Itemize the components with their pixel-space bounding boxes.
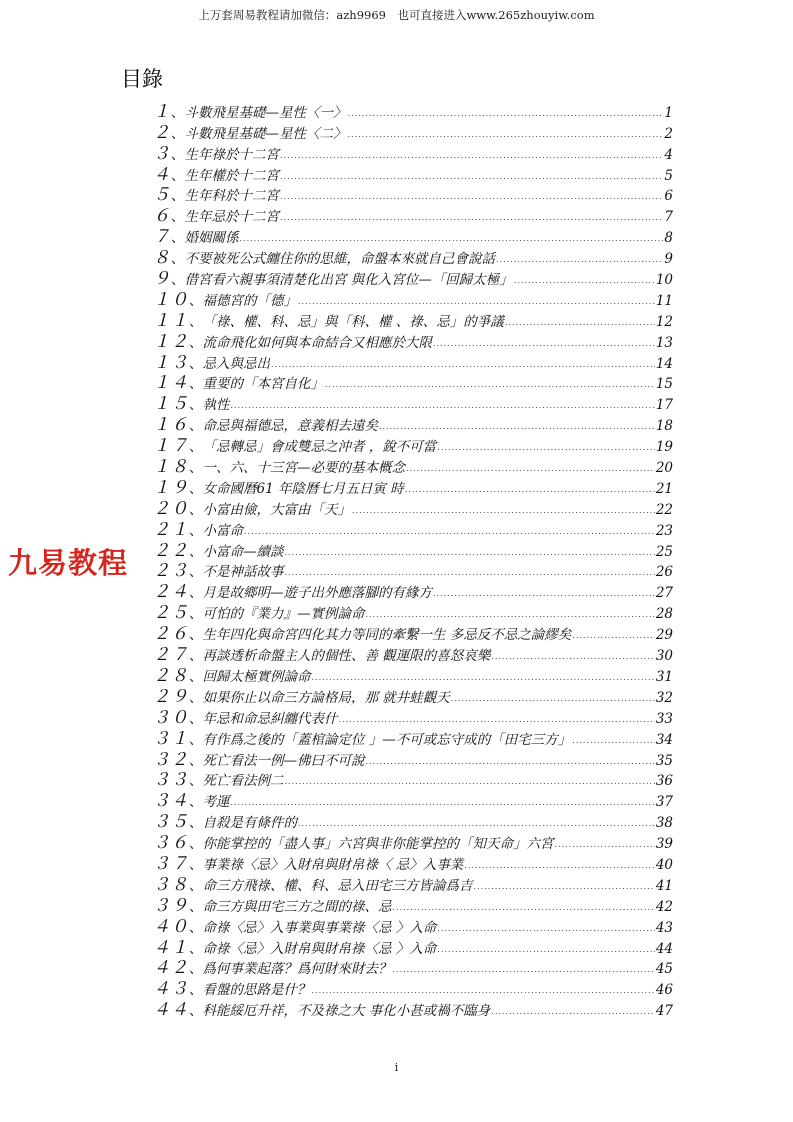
toc-dot-leader	[285, 777, 655, 786]
toc-entry-title: 「祿、權、科、忌」與「科、權 、祿、忌」的爭議	[202, 313, 504, 330]
toc-entry-page: 31	[655, 668, 673, 685]
toc-entry-page: 18	[655, 418, 673, 435]
toc-entry[interactable]	[153, 372, 673, 393]
toc-entry-number: １２	[153, 331, 189, 352]
toc-entry-page: 20	[655, 460, 673, 477]
toc-entry[interactable]	[153, 100, 673, 121]
toc-entry-page: 12	[655, 313, 673, 330]
toc-entry-number: ４１	[153, 937, 189, 958]
toc-entry-separator: 、	[171, 104, 185, 121]
toc-dot-leader	[312, 986, 655, 995]
toc-entry-separator: 、	[189, 982, 203, 999]
toc-entry-title: 生年四化與命宮四化其力等同的牽繫一生 多忌反不忌之論繆矣	[202, 627, 572, 644]
toc-entry-separator: 、	[189, 836, 203, 853]
toc-entry[interactable]	[153, 977, 673, 998]
toc-dot-leader	[280, 151, 663, 160]
toc-entry-number: １４	[153, 373, 189, 394]
toc-entry-number: ２３	[153, 561, 189, 582]
toc-entry-number: １０	[153, 289, 189, 310]
toc-entry-separator: 、	[189, 794, 203, 811]
toc-entry-title: 事業祿〈忌〉入財帛與財帛祿〈 忌〉入事業	[202, 856, 464, 873]
toc-entry[interactable]	[153, 121, 673, 142]
toc-entry-title: 「忌轉忌」會成雙忌之沖者 ，銳不可當	[202, 439, 437, 456]
toc-dot-leader	[505, 318, 655, 327]
toc-entry-number: ３５	[153, 812, 189, 833]
toc-dot-leader	[366, 610, 655, 619]
toc-entry-page: 36	[655, 773, 673, 790]
toc-entry-separator: 、	[189, 522, 203, 539]
toc-entry-title: 婚姻關係	[184, 230, 239, 247]
toc-entry-title: 生年科於十二宮	[184, 188, 279, 205]
toc-entry-title: 不是神話故事	[202, 564, 284, 581]
toc-entry-title: 回歸太極實例論命	[202, 668, 311, 685]
toc-dot-leader	[491, 1007, 655, 1016]
toc-entry-title: 再談透析命盤主人的個性、善 觀運限的喜怒哀樂	[202, 648, 491, 665]
toc-entry-separator: 、	[189, 606, 203, 623]
toc-entry[interactable]	[153, 789, 673, 810]
toc-entry-number: ２６	[153, 624, 189, 645]
toc-entry-page: 17	[655, 397, 673, 414]
toc-entry-title: 考運	[202, 794, 230, 811]
toc-entry-separator: 、	[189, 668, 203, 685]
toc-dot-leader	[393, 965, 655, 974]
toc-entry-page: 23	[655, 522, 673, 539]
toc-dot-leader	[474, 882, 655, 891]
toc-entry[interactable]	[153, 936, 673, 957]
toc-entry-title: 執性	[202, 397, 230, 414]
toc-entry-separator: 、	[171, 125, 185, 142]
toc-entry[interactable]	[153, 727, 673, 748]
toc-entry-separator: 、	[189, 292, 203, 309]
toc-entry-title: 看盤的思路是什？	[202, 982, 311, 999]
toc-entry-separator: 、	[171, 146, 185, 163]
toc-entry-page: 13	[655, 334, 673, 351]
toc-dot-leader	[572, 736, 655, 745]
page-header: 上万套周易教程请加微信：azh9969 也可直接进入www.265zhouyiw.com	[198, 8, 595, 22]
toc-entry[interactable]	[153, 267, 673, 288]
toc-entry-title: 忌入與忌出	[202, 355, 270, 372]
toc-entry-number: ４	[153, 164, 171, 185]
toc-entry-separator: 、	[189, 585, 203, 602]
toc-dot-leader	[298, 819, 655, 828]
toc-dot-leader	[231, 401, 655, 410]
toc-entry[interactable]	[153, 873, 673, 894]
toc-entry-page: 4	[664, 146, 673, 163]
toc-entry-number: １５	[153, 394, 189, 415]
toc-entry-page: 6	[664, 188, 673, 205]
toc-entry[interactable]	[153, 455, 673, 476]
toc-entry-title: 小富命—續談	[202, 543, 284, 560]
toc-entry-number: ４２	[153, 958, 189, 979]
toc-entry-separator: 、	[189, 689, 203, 706]
toc-dot-leader	[433, 589, 655, 598]
toc-entry[interactable]	[153, 643, 673, 664]
toc-entry-number: ４３	[153, 979, 189, 1000]
toc-entry-title: 如果你止以命三方論格局，那 就井蛙觀天	[202, 689, 450, 706]
toc-entry[interactable]	[153, 246, 673, 267]
toc-entry[interactable]	[153, 288, 673, 309]
toc-dot-leader	[451, 694, 655, 703]
toc-entry[interactable]	[153, 769, 673, 790]
toc-entry-title: 流命飛化如何與本命結合又相應於大限	[202, 334, 432, 351]
toc-entry[interactable]	[153, 204, 673, 225]
toc-dot-leader	[348, 109, 664, 118]
toc-entry-title: 命三方飛祿、權、科、忌入田宅三方皆論爲吉	[202, 877, 473, 894]
toc-entry[interactable]	[153, 539, 673, 560]
toc-entry-page: 41	[655, 877, 673, 894]
toc-entry-page: 34	[655, 731, 673, 748]
toc-entry[interactable]	[153, 915, 673, 936]
toc-entry[interactable]	[153, 894, 673, 915]
toc-entry-page: 10	[655, 272, 673, 289]
toc-dot-leader	[285, 568, 655, 577]
toc-entry-separator: 、	[189, 731, 203, 748]
toc-dot-leader	[406, 464, 655, 473]
toc-entry-page: 22	[655, 501, 673, 518]
toc-entry[interactable]	[153, 748, 673, 769]
toc-entry-title: 有作爲之後的「蓋棺論定位 」—不可或忘守成的「田宅三方」	[202, 731, 572, 748]
toc-entry-number: ３２	[153, 749, 189, 770]
toc-entry-page: 2	[664, 125, 673, 142]
toc-dot-leader	[437, 945, 655, 954]
toc-entry-page: 40	[655, 856, 673, 873]
toc-entry[interactable]	[153, 225, 673, 246]
toc-entry[interactable]	[153, 601, 673, 622]
toc-dot-leader	[496, 255, 663, 264]
toc-entry-title: 福德宮的「德」	[202, 292, 297, 309]
toc-entry-title: 斗數飛星基礎—星性〈一〉	[184, 104, 347, 121]
toc-entry-number: ３４	[153, 791, 189, 812]
toc-dot-leader	[514, 276, 655, 285]
toc-entry-title: 科能綏厄升祥，不及祿之大 事化小甚或禍不臨身	[202, 1003, 491, 1020]
toc-dot-leader	[437, 924, 655, 933]
toc-entry-separator: 、	[189, 961, 203, 978]
toc-entry-title: 命忌與福德忌，意義相去遠矣	[202, 418, 378, 435]
toc-entry-separator: 、	[171, 272, 185, 289]
toc-entry-page: 42	[655, 898, 673, 915]
toc-entry-number: ３	[153, 143, 171, 164]
toc-entry-page: 28	[655, 606, 673, 623]
toc-entry-separator: 、	[189, 773, 203, 790]
toc-entry[interactable]	[153, 810, 673, 831]
toc-entry-number: １１	[153, 310, 189, 331]
toc-entry-number: ６	[153, 206, 171, 227]
toc-entry-separator: 、	[189, 480, 203, 497]
toc-entry[interactable]	[153, 998, 673, 1019]
toc-entry-title: 生年權於十二宮	[184, 167, 279, 184]
toc-entry-page: 11	[655, 292, 673, 309]
toc-entry-separator: 、	[171, 209, 185, 226]
toc-entry-number: １７	[153, 436, 189, 457]
toc-entry-number: １３	[153, 352, 189, 373]
toc-entry-separator: 、	[171, 188, 185, 205]
toc-dot-leader	[405, 485, 655, 494]
toc-entry-page: 21	[655, 480, 673, 497]
toc-entry-title: 小富由儉，大富由「天」	[202, 501, 351, 518]
toc-entry-separator: 、	[189, 355, 203, 372]
toc-entry-page: 5	[664, 167, 673, 184]
toc-dot-leader	[298, 297, 655, 306]
toc-entry-number: ７	[153, 227, 171, 248]
toc-entry-number: ３９	[153, 895, 189, 916]
toc-dot-leader	[348, 130, 664, 139]
toc-entry-page: 35	[655, 752, 673, 769]
toc-entry-number: ９	[153, 269, 171, 290]
toc-entry-title: 重要的「本宮自化」	[202, 376, 324, 393]
toc-entry-title: 小富命	[202, 522, 243, 539]
toc-entry-title: 命三方與田宅三方之間的祿、忌	[202, 898, 392, 915]
toc-entry-page: 32	[655, 689, 673, 706]
toc-dot-leader	[464, 861, 655, 870]
toc-entry[interactable]	[153, 413, 673, 434]
watermark-logo: 九易教程	[8, 546, 129, 580]
toc-entry-number: ２０	[153, 498, 189, 519]
toc-entry-number: １８	[153, 457, 189, 478]
toc-entry[interactable]	[153, 957, 673, 978]
toc-entry-page: 38	[655, 815, 673, 832]
toc-entry-number: ２２	[153, 540, 189, 561]
toc-entry[interactable]	[153, 351, 673, 372]
toc-entry-separator: 、	[189, 543, 203, 560]
toc-dot-leader	[339, 715, 655, 724]
toc-dot-leader	[280, 172, 663, 181]
toc-entry-title: 女命國曆61 年陰曆七月五日寅 時	[202, 480, 404, 497]
toc-entry-separator: 、	[189, 940, 203, 957]
toc-entry-page: 7	[664, 209, 673, 226]
toc-entry[interactable]	[153, 392, 673, 413]
toc-entry-separator: 、	[189, 313, 203, 330]
toc-entry-number: ３７	[153, 853, 189, 874]
toc-entry[interactable]	[153, 434, 673, 455]
toc-entry-number: ８	[153, 248, 171, 269]
toc-entry[interactable]	[153, 518, 673, 539]
toc-entry-title: 年忌和命忌糾纏代表什	[202, 710, 338, 727]
toc-entry-title: 月是故鄉明—遊子出外應落腳的有緣方	[202, 585, 432, 602]
toc-entry[interactable]	[153, 664, 673, 685]
toc-entry-number: ５	[153, 185, 171, 206]
toc-dot-leader	[379, 422, 655, 431]
toc-entry[interactable]	[153, 497, 673, 518]
toc-entry-number: ２	[153, 122, 171, 143]
toc-entry-page: 25	[655, 543, 673, 560]
toc-entry-title: 命祿〈忌〉入事業與事業祿〈忌 〉入命	[202, 919, 437, 936]
toc-entry-page: 47	[655, 1003, 673, 1020]
page-number-footer: i	[394, 1061, 399, 1074]
toc-entry-page: 26	[655, 564, 673, 581]
toc-entry-number: １６	[153, 415, 189, 436]
toc-entry-page: 30	[655, 648, 673, 665]
toc-entry-title: 你能掌控的「盡人事」六宮與非你能掌控的「知天命」六宮	[202, 836, 554, 853]
toc-entry-page: 45	[655, 961, 673, 978]
toc-entry-page: 1	[664, 104, 673, 121]
toc-entry-separator: 、	[189, 710, 203, 727]
toc-entry-separator: 、	[189, 397, 203, 414]
toc-entry-separator: 、	[189, 898, 203, 915]
toc-entry-title: 自殺是有條件的	[202, 815, 297, 832]
toc-dot-leader	[393, 903, 655, 912]
toc-entry-title: 生年祿於十二宮	[184, 146, 279, 163]
toc-entry[interactable]	[153, 685, 673, 706]
toc-entry-number: ２５	[153, 603, 189, 624]
toc-entry-separator: 、	[189, 752, 203, 769]
toc-entry-separator: 、	[189, 460, 203, 477]
toc-entry[interactable]	[153, 476, 673, 497]
toc-entry-page: 9	[664, 251, 673, 268]
table-of-contents	[153, 100, 673, 1019]
toc-entry-title: 生年忌於十二宮	[184, 209, 279, 226]
toc-dot-leader	[271, 360, 655, 369]
toc-entry-page: 15	[655, 376, 673, 393]
toc-dot-leader	[325, 380, 655, 389]
toc-entry-number: １９	[153, 477, 189, 498]
toc-entry-number: ３８	[153, 874, 189, 895]
toc-entry-number: １	[153, 101, 171, 122]
toc-entry-number: ４０	[153, 916, 189, 937]
toc-entry-separator: 、	[189, 1003, 203, 1020]
toc-entry-separator: 、	[189, 501, 203, 518]
toc-entry-separator: 、	[171, 230, 185, 247]
toc-entry[interactable]	[153, 330, 673, 351]
toc-entry-page: 19	[655, 439, 673, 456]
toc-entry-title: 爲何事業起落？爲何財來財去？	[202, 961, 392, 978]
toc-dot-leader	[240, 234, 664, 243]
toc-entry[interactable]	[153, 163, 673, 184]
toc-entry-title: 可怕的『業力』—實例論命	[202, 606, 365, 623]
toc-dot-leader	[280, 192, 663, 201]
toc-entry-separator: 、	[189, 877, 203, 894]
toc-entry-number: ４４	[153, 1000, 189, 1021]
toc-entry-separator: 、	[189, 856, 203, 873]
toc-dot-leader	[437, 443, 655, 452]
toc-entry-page: 43	[655, 919, 673, 936]
toc-entry[interactable]	[153, 184, 673, 205]
toc-entry-separator: 、	[189, 919, 203, 936]
toc-entry-number: ２９	[153, 686, 189, 707]
toc-entry-separator: 、	[189, 418, 203, 435]
toc-entry-number: ３６	[153, 833, 189, 854]
toc-entry-number: ２４	[153, 582, 189, 603]
toc-entry-page: 29	[655, 627, 673, 644]
toc-entry-separator: 、	[189, 648, 203, 665]
toc-entry-page: 37	[655, 794, 673, 811]
toc-entry-separator: 、	[171, 167, 185, 184]
toc-dot-leader	[352, 506, 655, 515]
toc-entry[interactable]	[153, 706, 673, 727]
toc-entry-number: ２１	[153, 519, 189, 540]
toc-entry[interactable]	[153, 622, 673, 643]
toc-entry-number: ３０	[153, 707, 189, 728]
toc-entry-title: 不要被死公式纏住你的思維，命盤本來就自己會說話	[184, 251, 495, 268]
toc-dot-leader	[312, 673, 655, 682]
toc-dot-leader	[285, 548, 655, 557]
toc-entry-page: 8	[664, 230, 673, 247]
toc-entry[interactable]	[153, 560, 673, 581]
toc-entry-title: 斗數飛星基礎—星性〈二〉	[184, 125, 347, 142]
toc-entry-page: 14	[655, 355, 673, 372]
toc-entry-separator: 、	[189, 627, 203, 644]
toc-entry-number: ３３	[153, 770, 189, 791]
toc-entry[interactable]	[153, 852, 673, 873]
toc-entry-separator: 、	[171, 251, 185, 268]
toc-dot-leader	[366, 757, 655, 766]
toc-entry-title: 死亡看法例二	[202, 773, 284, 790]
toc-dot-leader	[433, 339, 655, 348]
page-title: 目錄	[121, 67, 163, 91]
toc-entry-title: 一、六、十三宮—必要的基本概念	[202, 460, 405, 477]
toc-entry-separator: 、	[189, 376, 203, 393]
toc-dot-leader	[572, 631, 655, 640]
toc-entry-number: ２７	[153, 645, 189, 666]
toc-entry-page: 33	[655, 710, 673, 727]
toc-entry[interactable]	[153, 309, 673, 330]
toc-entry-page: 44	[655, 940, 673, 957]
toc-entry-page: 46	[655, 982, 673, 999]
toc-entry-separator: 、	[189, 815, 203, 832]
toc-entry[interactable]	[153, 831, 673, 852]
toc-entry-number: ３１	[153, 728, 189, 749]
toc-entry-page: 39	[655, 836, 673, 853]
toc-dot-leader	[231, 798, 655, 807]
toc-dot-leader	[280, 213, 663, 222]
toc-dot-leader	[491, 652, 655, 661]
toc-entry-title: 命祿〈忌〉入財帛與財帛祿〈忌 〉入命	[202, 940, 437, 957]
toc-entry-title: 借宮看六親事須清楚化出宮 與化入宮位—「回歸太極」	[184, 272, 513, 289]
toc-entry[interactable]	[153, 142, 673, 163]
toc-dot-leader	[555, 840, 655, 849]
toc-entry-page: 27	[655, 585, 673, 602]
toc-entry-number: ２８	[153, 665, 189, 686]
toc-entry-title: 死亡看法一例—佛曰不可說	[202, 752, 365, 769]
toc-entry-separator: 、	[189, 334, 203, 351]
toc-entry-separator: 、	[189, 564, 203, 581]
toc-entry-separator: 、	[189, 439, 203, 456]
toc-dot-leader	[244, 527, 655, 536]
toc-entry[interactable]	[153, 580, 673, 601]
